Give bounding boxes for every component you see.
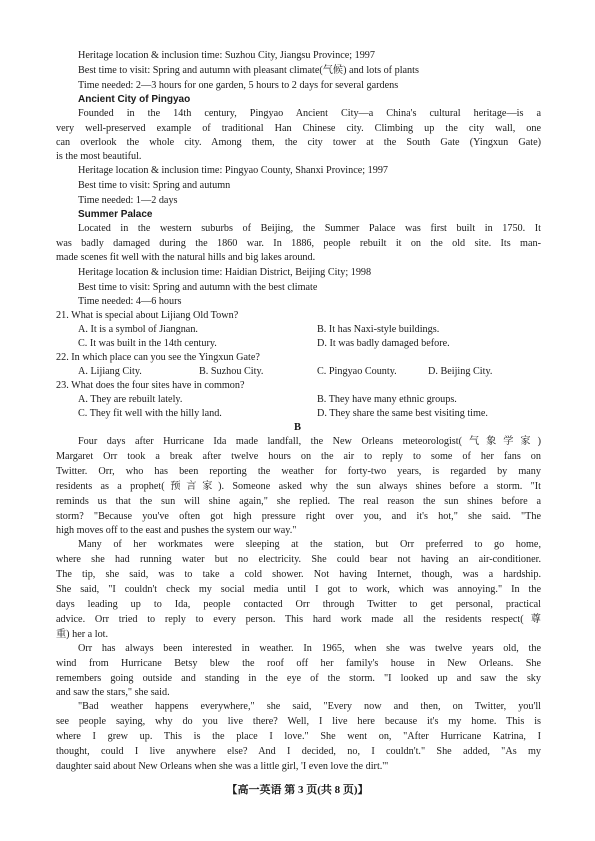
question-23-option-c[interactable]: C. They fit well with the hilly land. (78, 408, 222, 419)
passage-b-p1-line: Twitter. Orr, who has been reporting the weather for forty-two years, is regarded by many (56, 466, 541, 477)
question-23-option-a[interactable]: A. They are rebuilt lately. (78, 394, 183, 405)
passage-b-p1-line: residents as a prophet(预言家). Someone asked why the sun always shines before a storm. "It (56, 481, 541, 492)
passage-b-p4-line: thought, could I live anywhere else? And I decided, no, I couldn't." She added, "As my (56, 746, 541, 757)
summer-palace-location: Heritage location & inclusion time: Haidian District, Beijing City; 1998 (78, 267, 372, 278)
pingyao-para-line: is the most beautiful. (56, 151, 142, 162)
question-22-option-a[interactable]: A. Lijiang City. (78, 366, 142, 377)
passage-b-p1-line: high moves off to the east and pushes the system our way." (56, 525, 297, 536)
passage-b-p3-line: and saw the stars," she said. (56, 687, 170, 698)
passage-b-p3-line: wind from Hurricane Betsy blew the roof off her family's house in New Orleans. She (56, 658, 541, 669)
section-b-label: B (293, 422, 301, 433)
question-22-option-c[interactable]: C. Pingyao County. (317, 366, 397, 377)
question-22-option-b[interactable]: B. Suzhou City. (199, 366, 264, 377)
question-21-option-c[interactable]: C. It was built in the 14th century. (78, 338, 217, 349)
question-21-option-b[interactable]: B. It has Naxi-style buildings. (317, 324, 440, 335)
passage-b-p4-line: daughter said about New Orleans when she was a little girl, 'I even love the dirt.'" (56, 761, 389, 772)
passage-b-p2-line: Many of her workmates were sleeping at the station, but Orr preferred to go home, (78, 539, 541, 550)
question-22-stem: 22. In which place can you see the Yingxun Gate? (56, 352, 260, 363)
pingyao-title: Ancient City of Pingyao (78, 94, 191, 105)
passage-b-p1-line: reminds us that the sun will shine again," she replied. The real reason the sun shines before a (56, 496, 541, 507)
passage-b-p1-line: storm? "Because you've often got high pressure right over you, and it's hot," she said. "The (56, 511, 541, 522)
suzhou-time-needed: Time needed: 2—3 hours for one garden, 5 hours to 2 days for several gardens (78, 80, 399, 91)
passage-b-p2-line: days leading up to Ida, people contacted Orr through Twitter to get personal, practical (56, 599, 541, 610)
passage-b-p2-line: where she had running water but no electricity. She could bear not having an air-conditioner. (56, 554, 541, 565)
summer-palace-time-needed: Time needed: 4—6 hours (78, 296, 182, 307)
pingyao-para-line: Founded in the 14th century, Pingyao Ancient City—a China's cultural heritage—is a (78, 108, 541, 119)
suzhou-best-time: Best time to visit: Spring and autumn with pleasant climate(气候) and lots of plants (78, 65, 419, 76)
summer-palace-para-line: made scenes fit well with the natural hills and big lakes around. (56, 252, 316, 263)
passage-b-p2-line: The tip, she said, was to take a cold shower. Not having Internet, though, was a hardship. (56, 569, 541, 580)
page-footer: 【高一英语 第 3 页(共 8 页)】 (226, 784, 369, 796)
question-23-option-d[interactable]: D. They share the same best visiting time. (317, 408, 488, 419)
passage-b-p1-line: Four days after Hurricane Ida made landfall, the New Orleans meteorologist(气象学家) (78, 436, 541, 447)
question-23-stem: 23. What does the four sites have in common? (56, 380, 245, 391)
pingyao-para-line: can overlook the whole city. Among them, the city tower at the South Gate (Yingxun Gate) (56, 137, 541, 148)
passage-b-p2-line: She said, "I couldn't check my social media until I got to work, which was annoying." In the (56, 584, 541, 595)
pingyao-location: Heritage location & inclusion time: Pingyao County, Shanxi Province; 1997 (78, 165, 389, 176)
question-22-option-d[interactable]: D. Beijing City. (428, 366, 493, 377)
pingyao-time-needed: Time needed: 1—2 days (78, 195, 178, 206)
pingyao-best-time: Best time to visit: Spring and autumn (78, 180, 231, 191)
summer-palace-para-line: was badly damaged during the 1860 war. In 1886, people rebuilt it on the old site. Its man- (56, 238, 541, 249)
passage-b-p4-line: where I grew up. This is the place I love." She went on, "After Hurricane Katrina, I (56, 731, 541, 742)
summer-palace-para-line: Located in the western suburbs of Beijing, the Summer Palace was first built in 1750. It (78, 223, 541, 234)
question-23-option-b[interactable]: B. They have many ethnic groups. (317, 394, 457, 405)
passage-b-p3-line: Orr has always been interested in weather. In 1965, when she was twelve years old, the (78, 643, 541, 654)
passage-b-p4-line: see people saying, why do you live there? Well, I live here because it's my home. This is (56, 716, 541, 727)
passage-b-p2-line: 重) her a lot. (56, 629, 109, 640)
question-21-stem: 21. What is special about Lijiang Old Town? (56, 310, 239, 321)
question-21-option-a[interactable]: A. It is a symbol of Jiangnan. (78, 324, 198, 335)
summer-palace-best-time: Best time to visit: Spring and autumn with the best climate (78, 282, 318, 293)
pingyao-para-line: very well-preserved example of traditional Han Chinese city. Climbing up the city wall, one (56, 123, 541, 134)
passage-b-p4-line: "Bad weather happens everywhere," she said, "Every now and then, on Twitter, you'll (78, 701, 541, 712)
question-21-option-d[interactable]: D. It was badly damaged before. (317, 338, 450, 349)
suzhou-location: Heritage location & inclusion time: Suzhou City, Jiangsu Province; 1997 (78, 50, 375, 61)
summer-palace-title: Summer Palace (78, 209, 153, 220)
passage-b-p2-line: advice. Orr tried to reply to every person. This hard work made all the residents respect(尊 (56, 614, 541, 625)
passage-b-p1-line: Margaret Orr took a break after twelve hours on the air to reply to some of her fans on (56, 451, 541, 462)
passage-b-p3-line: remembers going outside and standing in the eye of the storm. "I looked up and saw the sky (56, 673, 541, 684)
